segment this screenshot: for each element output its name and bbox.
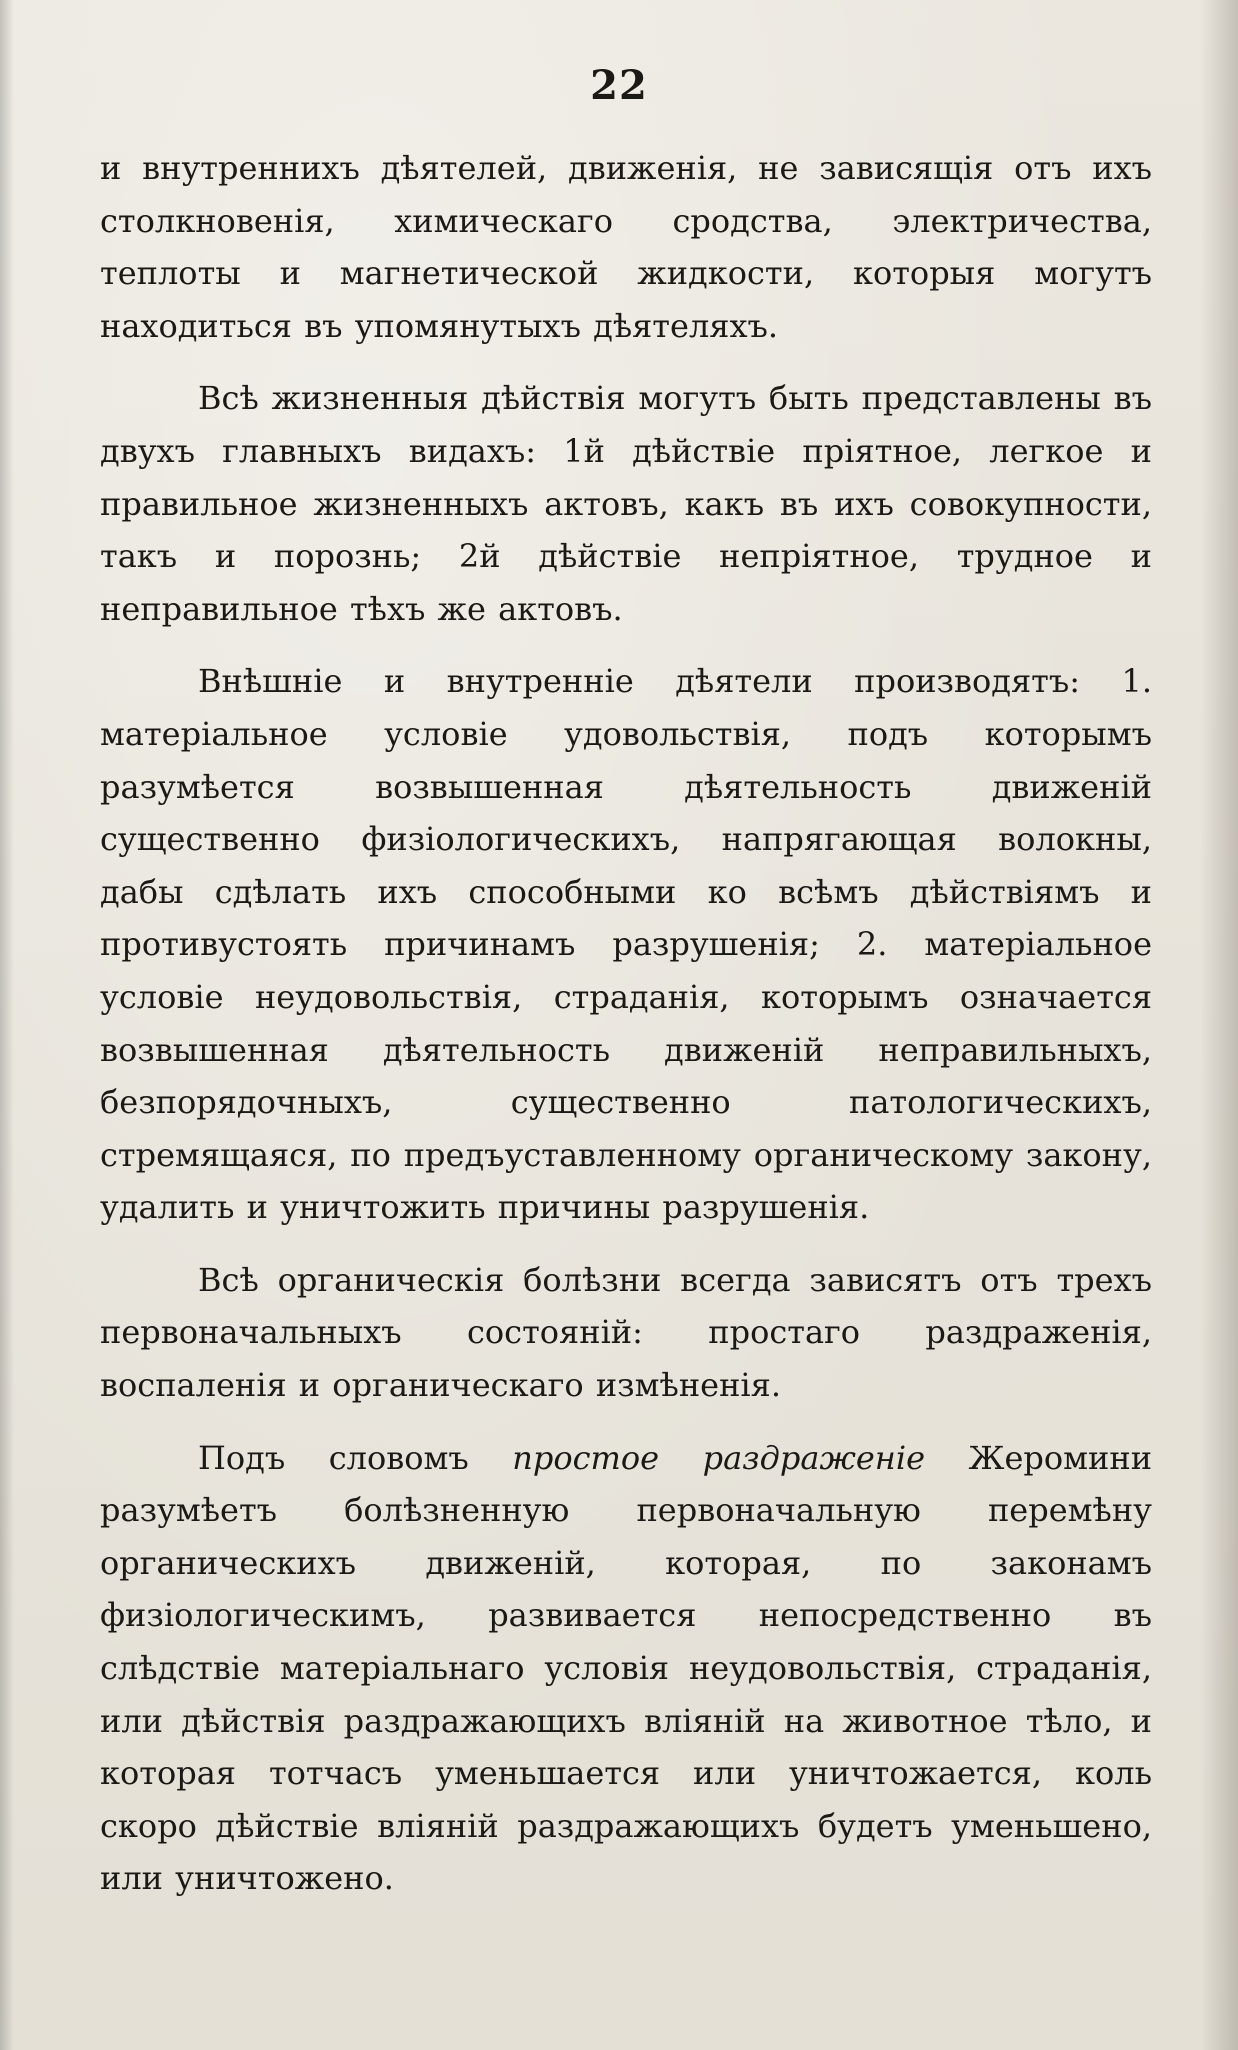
body-text bbox=[100, 142, 1152, 1905]
paragraph-3: Внѣшніе и внутренніе дѣятели производятъ: 1. матеріальное условіе удовольствія, подъ которымъ разумѣется возвышенная дѣятельность движеній существенно физіологическихъ, напрягающая волокны, дабы сдѣлать ихъ способными ко всѣмъ дѣйствіямъ и противустоять причинамъ разрушенія; 2. матеріальное условіе неудовольствія, страданія, которымъ означается возвышенная дѣятельность движеній неправильныхъ, безпорядочныхъ, существенно патологическихъ, стремящаяся, по предъуставленному органическому закону, удалить и уничтожить причины разрушенія. bbox=[100, 662, 1152, 1227]
paragraph-5 bbox=[100, 1432, 1152, 1905]
italic-term: простое раздраженіе bbox=[512, 1438, 926, 1477]
page-edge-shadow bbox=[1200, 0, 1238, 2050]
paragraph-5-rest: Жеромини разумѣетъ болѣзненную первоначальную перемѣну органическихъ движеній, которая, по законамъ физіологическимъ, развивается непосредственно въ слѣдствіе матеріальнаго условія неудовольствія, страданія, или дѣйствія раздражающихъ вліяній на животное тѣло, и которая тотчасъ уменьшается или уничтожается, коль скоро дѣйствіе вліяній раздражающихъ будетъ уменьшено, или уничтожено. bbox=[100, 1438, 1153, 1898]
paragraph-1: и внутреннихъ дѣятелей, движенія, не зависящія отъ ихъ столкновенія, химическаго сродства, электричества, теплоты и магнетической жидкости, которыя могутъ находиться въ упомянутыхъ дѣятеляхъ. bbox=[100, 149, 1152, 345]
page-number: 22 bbox=[590, 62, 648, 109]
paragraph-4: Всѣ органическія болѣзни всегда зависятъ отъ трехъ первоначальныхъ состояній: простаго раздраженія, воспаленія и органическаго измѣненія. bbox=[100, 1260, 1152, 1405]
page-gutter-shadow bbox=[0, 0, 14, 2050]
paragraph-5-lead: Подъ словомъ bbox=[198, 1438, 513, 1477]
paragraph-2: Всѣ жизненныя дѣйствія могутъ быть представлены въ двухъ главныхъ видахъ: 1й дѣйствіе пріятное, легкое и правильное жизненныхъ актовъ, какъ въ ихъ совокупности, такъ и порознь; 2й дѣйствіе непріятное, трудное и неправильное тѣхъ же актовъ. bbox=[100, 379, 1152, 628]
